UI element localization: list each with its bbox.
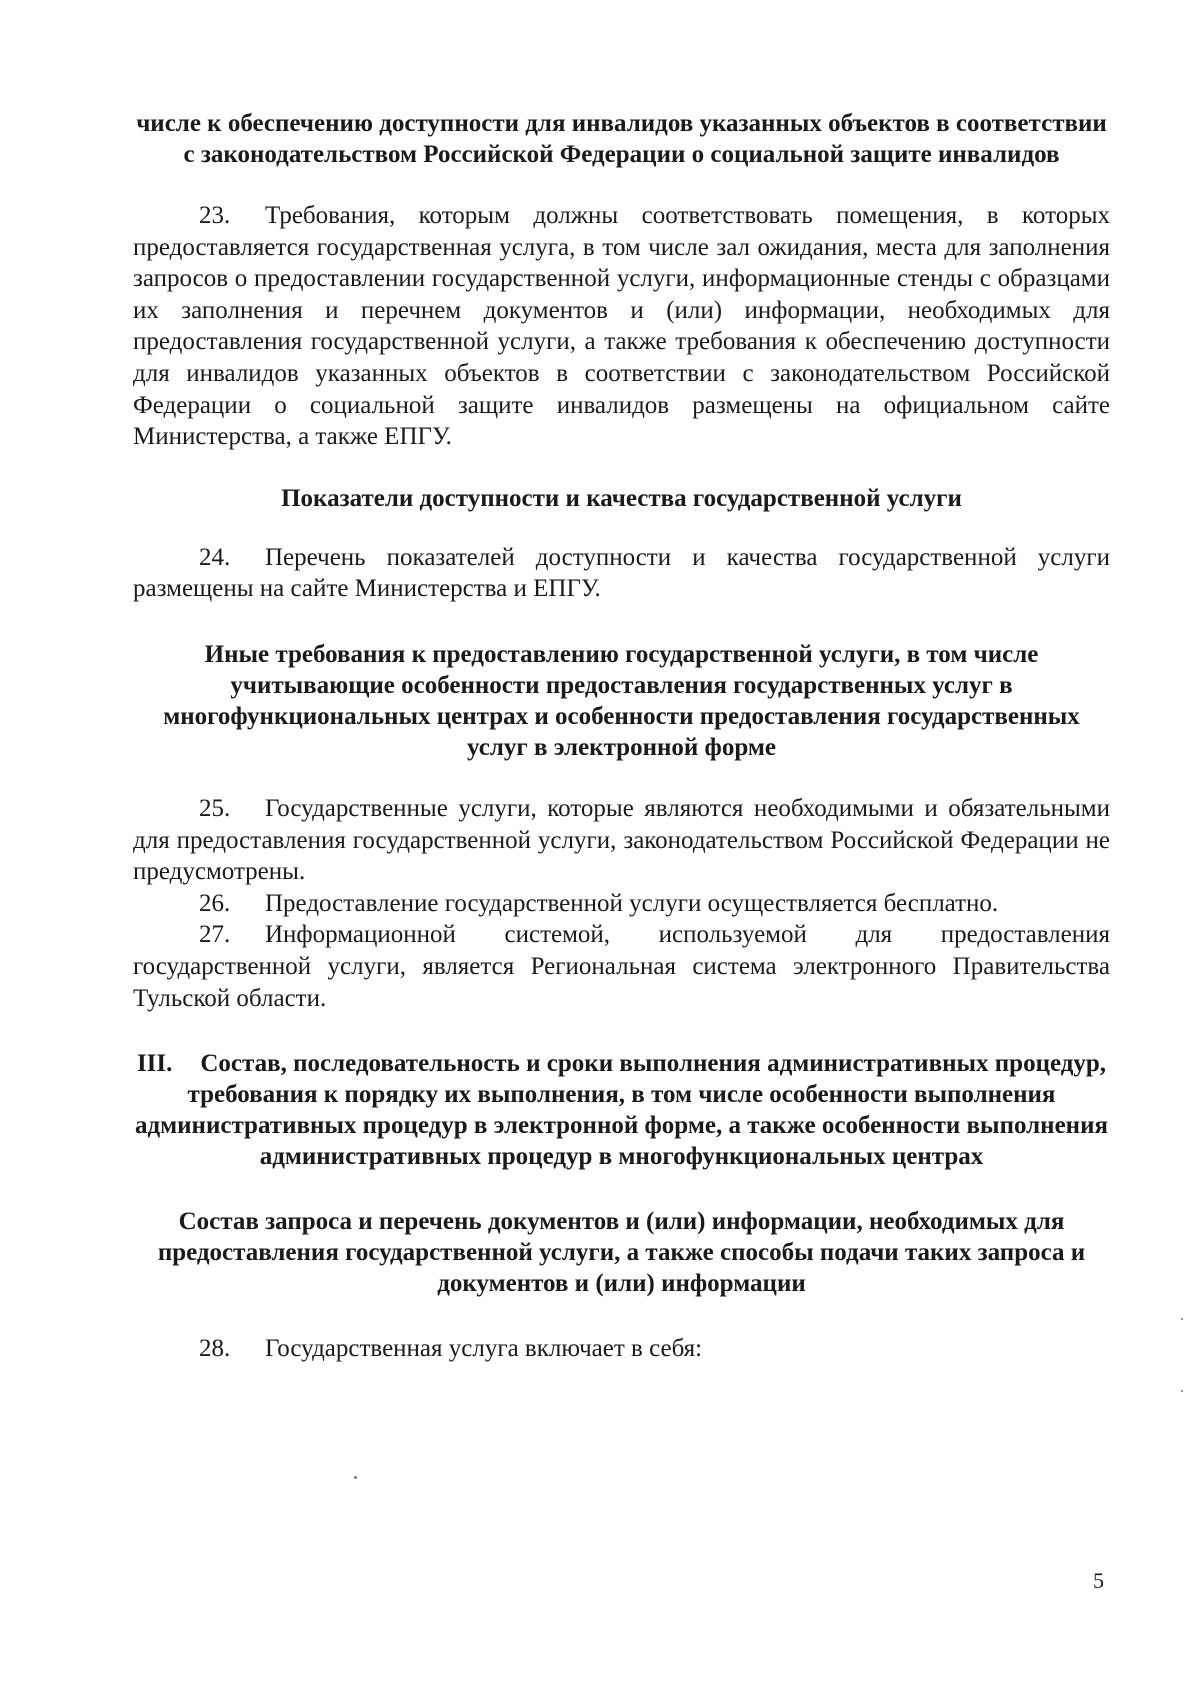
scan-speck [1181, 1318, 1183, 1320]
heading-other-requirements: Иные требования к предоставлению государственной услуги, в том числе учитывающие особенности предоставления государственных услуг в многофункциональных центрах и особенности предоставления государственных услуг в электронной форме [163, 640, 1080, 761]
paragraph-text: Требования, которым должны соответствовать помещения, в которых предоставляется государственная услуга, в том числе зал ожидания, места для заполнения запросов о предоставлении государственной услуги, информационные стенды с образцами их заполнения и перечнем документов и (или) информации, необходимых для предоставления государственной услуги, а также требования к обеспечению доступности для инвалидов указанных объектов в соответствии с законодательством Российской Федерации о социальной защите инвалидов размещены на официальном сайте Министерства, а также ЕПГУ. [133, 202, 1110, 451]
paragraph-25 [133, 793, 1110, 888]
section-3-heading [133, 1048, 1110, 1172]
paragraph-number: 24. [199, 543, 231, 571]
scan-speck [354, 1476, 357, 1479]
paragraph-26 [133, 888, 1110, 920]
paragraph-number: 28. [199, 1335, 231, 1363]
paragraph-number: 25. [199, 794, 231, 822]
paragraph-text: Предоставление государственной услуги осуществляется бесплатно. [265, 889, 999, 917]
page-number: 5 [1093, 1568, 1104, 1593]
paragraph-number: 26. [199, 889, 231, 917]
heading-accessibility-continued: числе к обеспечению доступности для инвалидов указанных объектов в соответствии с законодательством Российской Федерации о социальной защите инвалидов [136, 110, 1107, 168]
paragraph-27 [133, 919, 1110, 1014]
paragraph-number: 27. [199, 921, 231, 949]
paragraph-text: Государственные услуги, которые являются необходимыми и обязательными для предоставления государственной услуги, законодательством Российской Федерации не предусмотрены. [133, 794, 1110, 886]
section-title: Состав, последовательность и сроки выполнения административных процедур, требования к порядку их выполнения, в том числе особенности выполнения административных процедур в электронной форме, а также особенности выполнения административных процедур в многофункциональных центрах [134, 1050, 1109, 1171]
section-roman-numeral: III. [136, 1050, 173, 1078]
paragraph-23 [133, 200, 1110, 453]
scan-speck [1181, 1390, 1183, 1392]
paragraph-24 [133, 542, 1110, 605]
heading-indicators: Показатели доступности и качества государственной услуги [281, 484, 962, 512]
heading-request-composition: Состав запроса и перечень документов и (или) информации, необходимых для предоставления государственной услуги, а также способы подачи таких запроса и документов и (или) информации [157, 1208, 1086, 1298]
document-body [133, 108, 1110, 1365]
paragraph-text: Перечень показателей доступности и качества государственной услуги размещены на сайте Министерства и ЕПГУ. [133, 543, 1110, 603]
paragraph-text: Государственная услуга включает в себя: [265, 1335, 703, 1363]
paragraph-28 [133, 1333, 1110, 1365]
paragraph-text: Информационной системой, используемой для предоставления государственной услуги, является Региональная система электронного Правительства Тульской области. [133, 921, 1110, 1012]
paragraph-number: 23. [199, 202, 231, 229]
